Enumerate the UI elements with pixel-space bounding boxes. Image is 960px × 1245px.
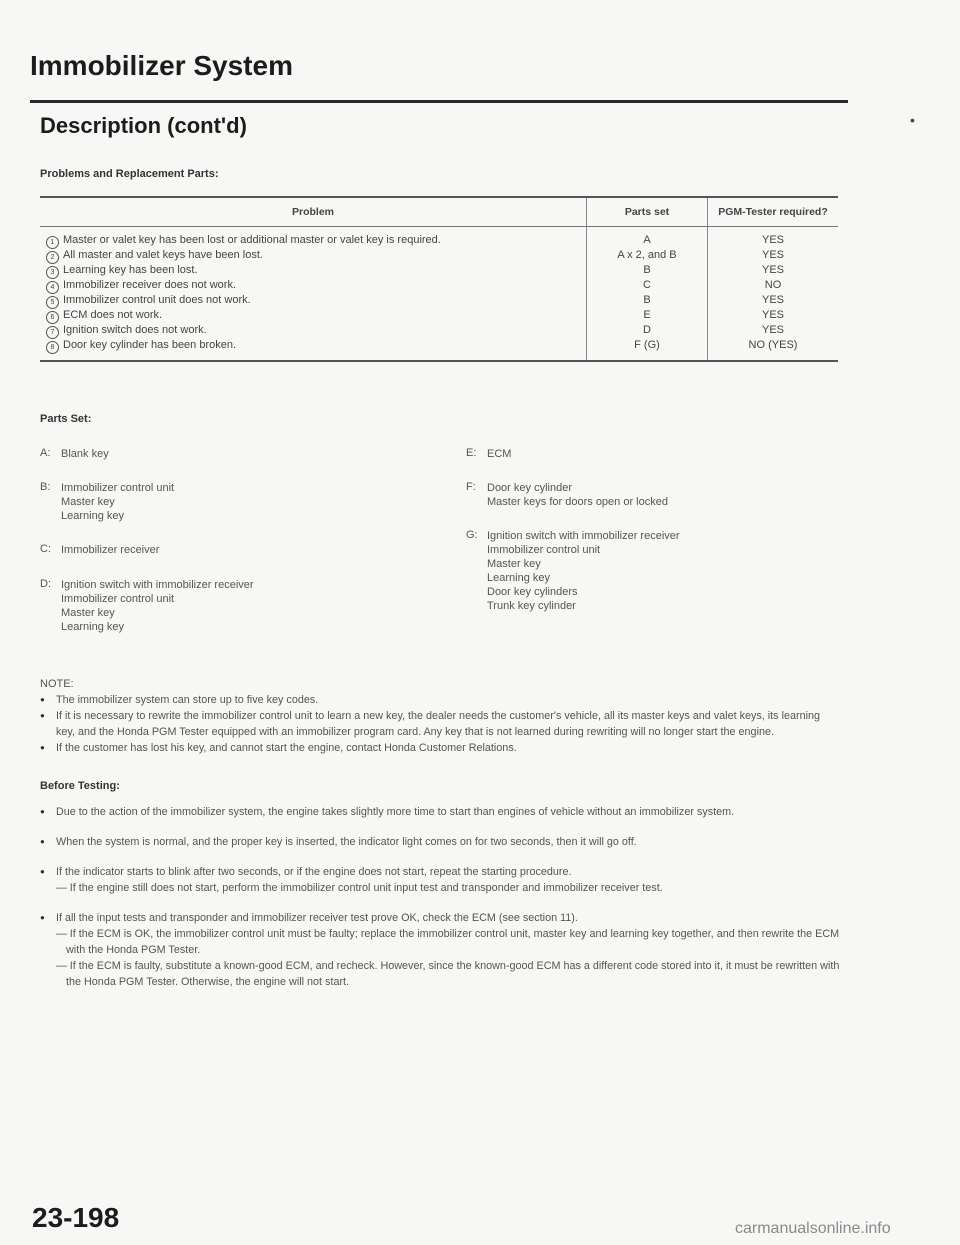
parts-set-line: Trunk key cylinder <box>487 600 576 612</box>
parts-set-key: A: <box>40 447 51 459</box>
problem-cell <box>40 227 587 250</box>
parts-set-cell: D <box>587 324 708 339</box>
parts-set-line: Immobilizer control unit <box>487 544 601 556</box>
parts-set-line: Blank key <box>61 448 109 460</box>
item-number-badge: 7 <box>46 326 59 339</box>
problem-text: ECM does not work. <box>63 309 163 321</box>
parts-set-line: Door key cylinders <box>487 586 578 598</box>
before-testing-item <box>40 864 840 896</box>
section-subtitle: Description (cont'd) <box>40 113 247 138</box>
parts-set-item <box>466 481 846 509</box>
parts-set-cell: C <box>587 279 708 294</box>
pgm-required-cell: NO (YES) <box>708 339 839 361</box>
parts-set-cell: A x 2, and B <box>587 249 708 264</box>
parts-right-column <box>466 447 846 613</box>
pgm-required-cell: YES <box>708 227 839 250</box>
margin-mark: • <box>910 112 915 128</box>
pgm-required-cell: YES <box>708 324 839 339</box>
parts-set-line: Immobilizer control unit <box>61 482 175 494</box>
parts-set-item <box>466 529 846 613</box>
parts-set-key: G: <box>466 529 478 541</box>
note-item: ● The immobilizer system can store up to five key codes. <box>40 692 840 708</box>
parts-set-label: Parts Set: <box>40 413 92 425</box>
problem-text: Immobilizer control unit does not work. <box>63 294 251 306</box>
parts-left-column <box>40 447 440 634</box>
parts-set-line: Learning key <box>487 572 550 584</box>
problem-cell <box>40 339 587 361</box>
item-number-badge: 1 <box>46 236 59 249</box>
item-number-badge: 5 <box>46 296 59 309</box>
parts-set-line: Learning key <box>61 621 124 633</box>
parts-set-contents <box>487 447 511 461</box>
parts-set-line: Immobilizer control unit <box>61 593 175 605</box>
note-item: ● If it is necessary to rewrite the immobilizer control unit to learn a new key, the dealer needs the customer's vehicle, all its master keys and valet keys, its learning key, and the Honda PGM Tester equipped with an immobilizer program card. Any key that is not learned during rewriting will no longer start the engine. <box>40 708 840 740</box>
parts-set-contents <box>487 481 668 509</box>
parts-set-cell: E <box>587 309 708 324</box>
parts-set-line: Master keys for doors open or locked <box>487 496 668 508</box>
item-number-badge: 8 <box>46 341 59 354</box>
table-row <box>40 227 838 250</box>
problem-text: Immobilizer receiver does not work. <box>63 279 237 291</box>
problem-text: Door key cylinder has been broken. <box>63 339 237 351</box>
problem-cell <box>40 279 587 294</box>
parts-set-key: F: <box>466 481 476 493</box>
problem-cell <box>40 264 587 279</box>
parts-set-line: Ignition switch with immobilizer receiver <box>487 530 680 542</box>
notes-list <box>40 692 840 756</box>
parts-set-key: E: <box>466 447 477 459</box>
parts-set-item <box>40 447 440 461</box>
title-rule <box>30 100 848 103</box>
page-title: Immobilizer System <box>30 50 293 81</box>
note-item: ● If the customer has lost his key, and cannot start the engine, contact Honda Customer Relations. <box>40 740 840 756</box>
before-testing-text: ● If the indicator starts to blink after two seconds, or if the engine does not start, repeat the starting procedure. <box>56 866 572 878</box>
parts-set-cell: B <box>587 294 708 309</box>
parts-set-cell: F (G) <box>587 339 708 361</box>
note-title: NOTE: <box>40 678 74 690</box>
item-number-badge: 4 <box>46 281 59 294</box>
parts-set-cell: B <box>587 264 708 279</box>
before-testing-item <box>40 910 840 990</box>
parts-set-item <box>466 447 846 461</box>
table-row <box>40 279 838 294</box>
watermark: carmanualsonline.info <box>735 1220 891 1237</box>
before-testing-list <box>40 804 840 1004</box>
pgm-required-cell: NO <box>708 279 839 294</box>
parts-set-contents <box>61 543 159 557</box>
parts-set-line: Ignition switch with immobilizer receiver <box>61 579 254 591</box>
table-header-parts: Parts set <box>587 197 708 227</box>
parts-set-line: Master key <box>61 496 115 508</box>
table-row <box>40 339 838 361</box>
parts-set-line: Master key <box>61 607 115 619</box>
pgm-required-cell: YES <box>708 294 839 309</box>
pgm-required-cell: YES <box>708 309 839 324</box>
table-row <box>40 264 838 279</box>
pgm-required-cell: YES <box>708 264 839 279</box>
parts-set-line: Master key <box>487 558 541 570</box>
parts-set-line: Door key cylinder <box>487 482 572 494</box>
before-testing-text: ● When the system is normal, and the proper key is inserted, the indicator light comes on for two seconds, then it will go off. <box>56 836 637 848</box>
table-row <box>40 324 838 339</box>
table-row <box>40 249 838 264</box>
parts-set-item <box>40 578 440 634</box>
parts-set-key: C: <box>40 543 51 555</box>
table-header-pgm: PGM-Tester required? <box>708 197 839 227</box>
parts-set-item <box>40 481 440 523</box>
parts-set-item <box>40 543 440 557</box>
table-row <box>40 294 838 309</box>
before-testing-subitem: — If the ECM is OK, the immobilizer control unit must be faulty; replace the immobilizer control unit, master key and learning key together, and then rewrite the ECM with the Honda PGM Tester. <box>56 928 840 956</box>
parts-set-line: Immobilizer receiver <box>61 544 160 556</box>
before-testing-text: ● Due to the action of the immobilizer system, the engine takes slightly more time to start than engines of vehicle without an immobilizer system. <box>56 806 735 818</box>
before-testing-subitem: — If the ECM is faulty, substitute a known-good ECM, and recheck. However, since the known-good ECM has a different code stored into it, it must be rewritten with the Honda PGM Tester. Otherwise, the engine will not start. <box>56 960 840 988</box>
parts-set-contents <box>61 447 109 461</box>
problems-label: Problems and Replacement Parts: <box>40 168 219 180</box>
parts-set-line: ECM <box>487 448 512 460</box>
pgm-required-cell: YES <box>708 249 839 264</box>
before-testing-item <box>40 834 840 850</box>
table-header-problem: Problem <box>40 197 587 227</box>
problem-text: All master and valet keys have been lost. <box>63 249 263 261</box>
before-testing-subitem: — If the engine still does not start, perform the immobilizer control unit input test and transponder and immobilizer receiver test. <box>56 882 663 894</box>
problems-table <box>40 196 838 362</box>
parts-set-contents <box>487 529 680 613</box>
before-testing-text: ● If all the input tests and transponder and immobilizer receiver test prove OK, check the ECM (see section 11). <box>56 912 578 924</box>
item-number-badge: 3 <box>46 266 59 279</box>
problem-text: Ignition switch does not work. <box>63 324 207 336</box>
before-testing-label: Before Testing: <box>40 780 120 792</box>
before-testing-item <box>40 804 840 820</box>
item-number-badge: 2 <box>46 251 59 264</box>
parts-set-contents <box>61 481 174 523</box>
parts-set-key: B: <box>40 481 51 493</box>
page-number: 23-198 <box>32 1202 120 1233</box>
parts-set-key: D: <box>40 578 51 590</box>
problem-cell <box>40 309 587 324</box>
problem-cell <box>40 294 587 309</box>
table-row <box>40 309 838 324</box>
parts-set-line: Learning key <box>61 510 124 522</box>
problems-table-body <box>40 227 838 362</box>
problem-text: Master or valet key has been lost or additional master or valet key is required. <box>63 234 441 246</box>
parts-set-cell: A <box>587 227 708 250</box>
problem-cell <box>40 324 587 339</box>
problem-cell <box>40 249 587 264</box>
problem-text: Learning key has been lost. <box>63 264 198 276</box>
parts-set-contents <box>61 578 254 634</box>
item-number-badge: 6 <box>46 311 59 324</box>
